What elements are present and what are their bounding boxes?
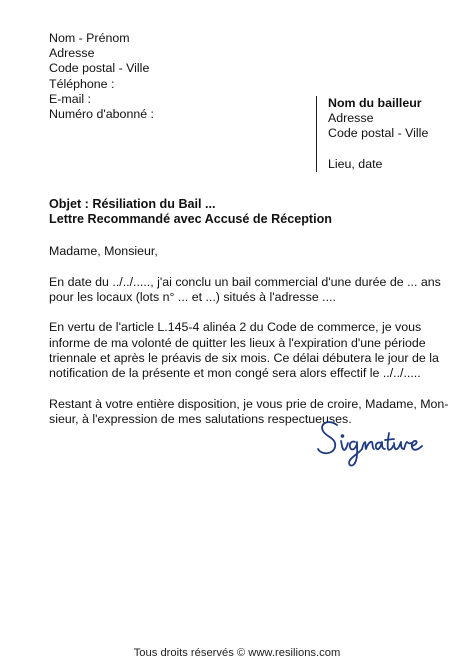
sender-address-block bbox=[49, 31, 154, 122]
subject-line: Objet : Résiliation du Bail ... bbox=[49, 197, 216, 211]
paragraph-line: En vertu de l'article L.145-4 alinéa 2 du Code de commerce, je vous bbox=[49, 320, 422, 335]
paragraph-line: pour les locaux (lots n° ... et ...) situés à l'adresse .... bbox=[49, 289, 336, 304]
handwritten-signature bbox=[315, 411, 435, 471]
recipient-address-block bbox=[316, 96, 428, 172]
footer-copyright: Tous droits réservés © www.resilions.com bbox=[133, 647, 341, 659]
recipient-address: Adresse bbox=[328, 111, 374, 126]
sender-email: E-mail : bbox=[49, 91, 91, 106]
recipient-name: Nom du bailleur bbox=[328, 96, 422, 110]
sender-subscriber-number: Numéro d'abonné : bbox=[49, 107, 154, 122]
sender-phone: Téléphone : bbox=[49, 76, 115, 91]
paragraph-line: notification de la présente et mon congé sera alors effectif le ../../..... bbox=[49, 366, 421, 381]
paragraph-line: sieur, à l'expression de mes salutations respectueuses. bbox=[49, 412, 352, 427]
subject-mail-type: Lettre Recommandé avec Accusé de Réception bbox=[49, 212, 332, 227]
paragraph-termination-notice bbox=[49, 320, 439, 381]
greeting: Madame, Monsieur, bbox=[49, 244, 158, 258]
paragraph-lease-info bbox=[49, 274, 441, 306]
paragraph-line: En date du ../../....., j'ai conclu un bail commercial d'une durée de ... ans bbox=[49, 274, 441, 289]
sender-name: Nom - Prénom bbox=[49, 31, 130, 45]
sender-address: Adresse bbox=[49, 46, 95, 61]
letter-subject bbox=[49, 197, 332, 228]
paragraph-line: triennale et après le préavis de six mois. Ce délai débutera le jour de la bbox=[49, 351, 439, 366]
paragraph-line: informe de ma volonté de quitter les lieux à l'expiration d'une période bbox=[49, 335, 426, 350]
place-date: Lieu, date bbox=[328, 156, 383, 171]
recipient-postal-city: Code postal - Ville bbox=[328, 126, 429, 141]
paragraph-line: Restant à votre entière disposition, je vous prie de croire, Madame, Mon- bbox=[49, 396, 449, 411]
sender-postal-city: Code postal - Ville bbox=[49, 61, 150, 76]
